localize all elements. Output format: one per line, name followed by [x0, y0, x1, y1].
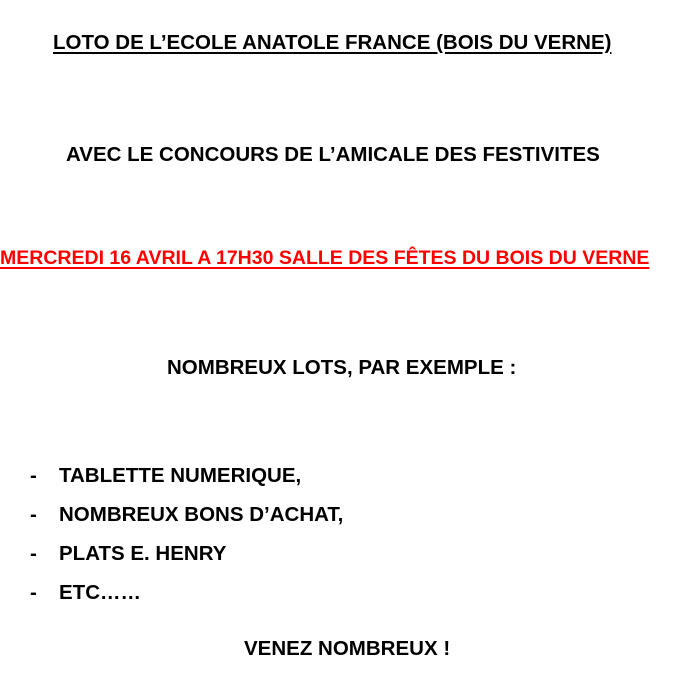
bullet-dash: -: [30, 581, 37, 604]
bullet-dash: -: [30, 464, 37, 487]
flyer-subtitle: AVEC LE CONCOURS DE L’AMICALE DES FESTIVITES: [66, 143, 600, 166]
prize-item-text: TABLETTE NUMERIQUE,: [59, 464, 302, 487]
prize-item-text: PLATS E. HENRY: [59, 542, 227, 565]
event-date-line: MERCREDI 16 AVRIL A 17H30 SALLE DES FÊTES DU BOIS DU VERNE: [0, 247, 650, 269]
bullet-dash: -: [30, 542, 37, 565]
bullet-dash: -: [30, 503, 37, 526]
prizes-heading: NOMBREUX LOTS, PAR EXEMPLE :: [167, 356, 517, 379]
prize-item-text: NOMBREUX BONS D’ACHAT,: [59, 503, 344, 526]
closing-call: VENEZ NOMBREUX !: [244, 637, 451, 660]
prize-item-text: ETC……: [59, 581, 141, 604]
flyer-title: LOTO DE L’ECOLE ANATOLE FRANCE (BOIS DU VERNE): [53, 31, 612, 54]
